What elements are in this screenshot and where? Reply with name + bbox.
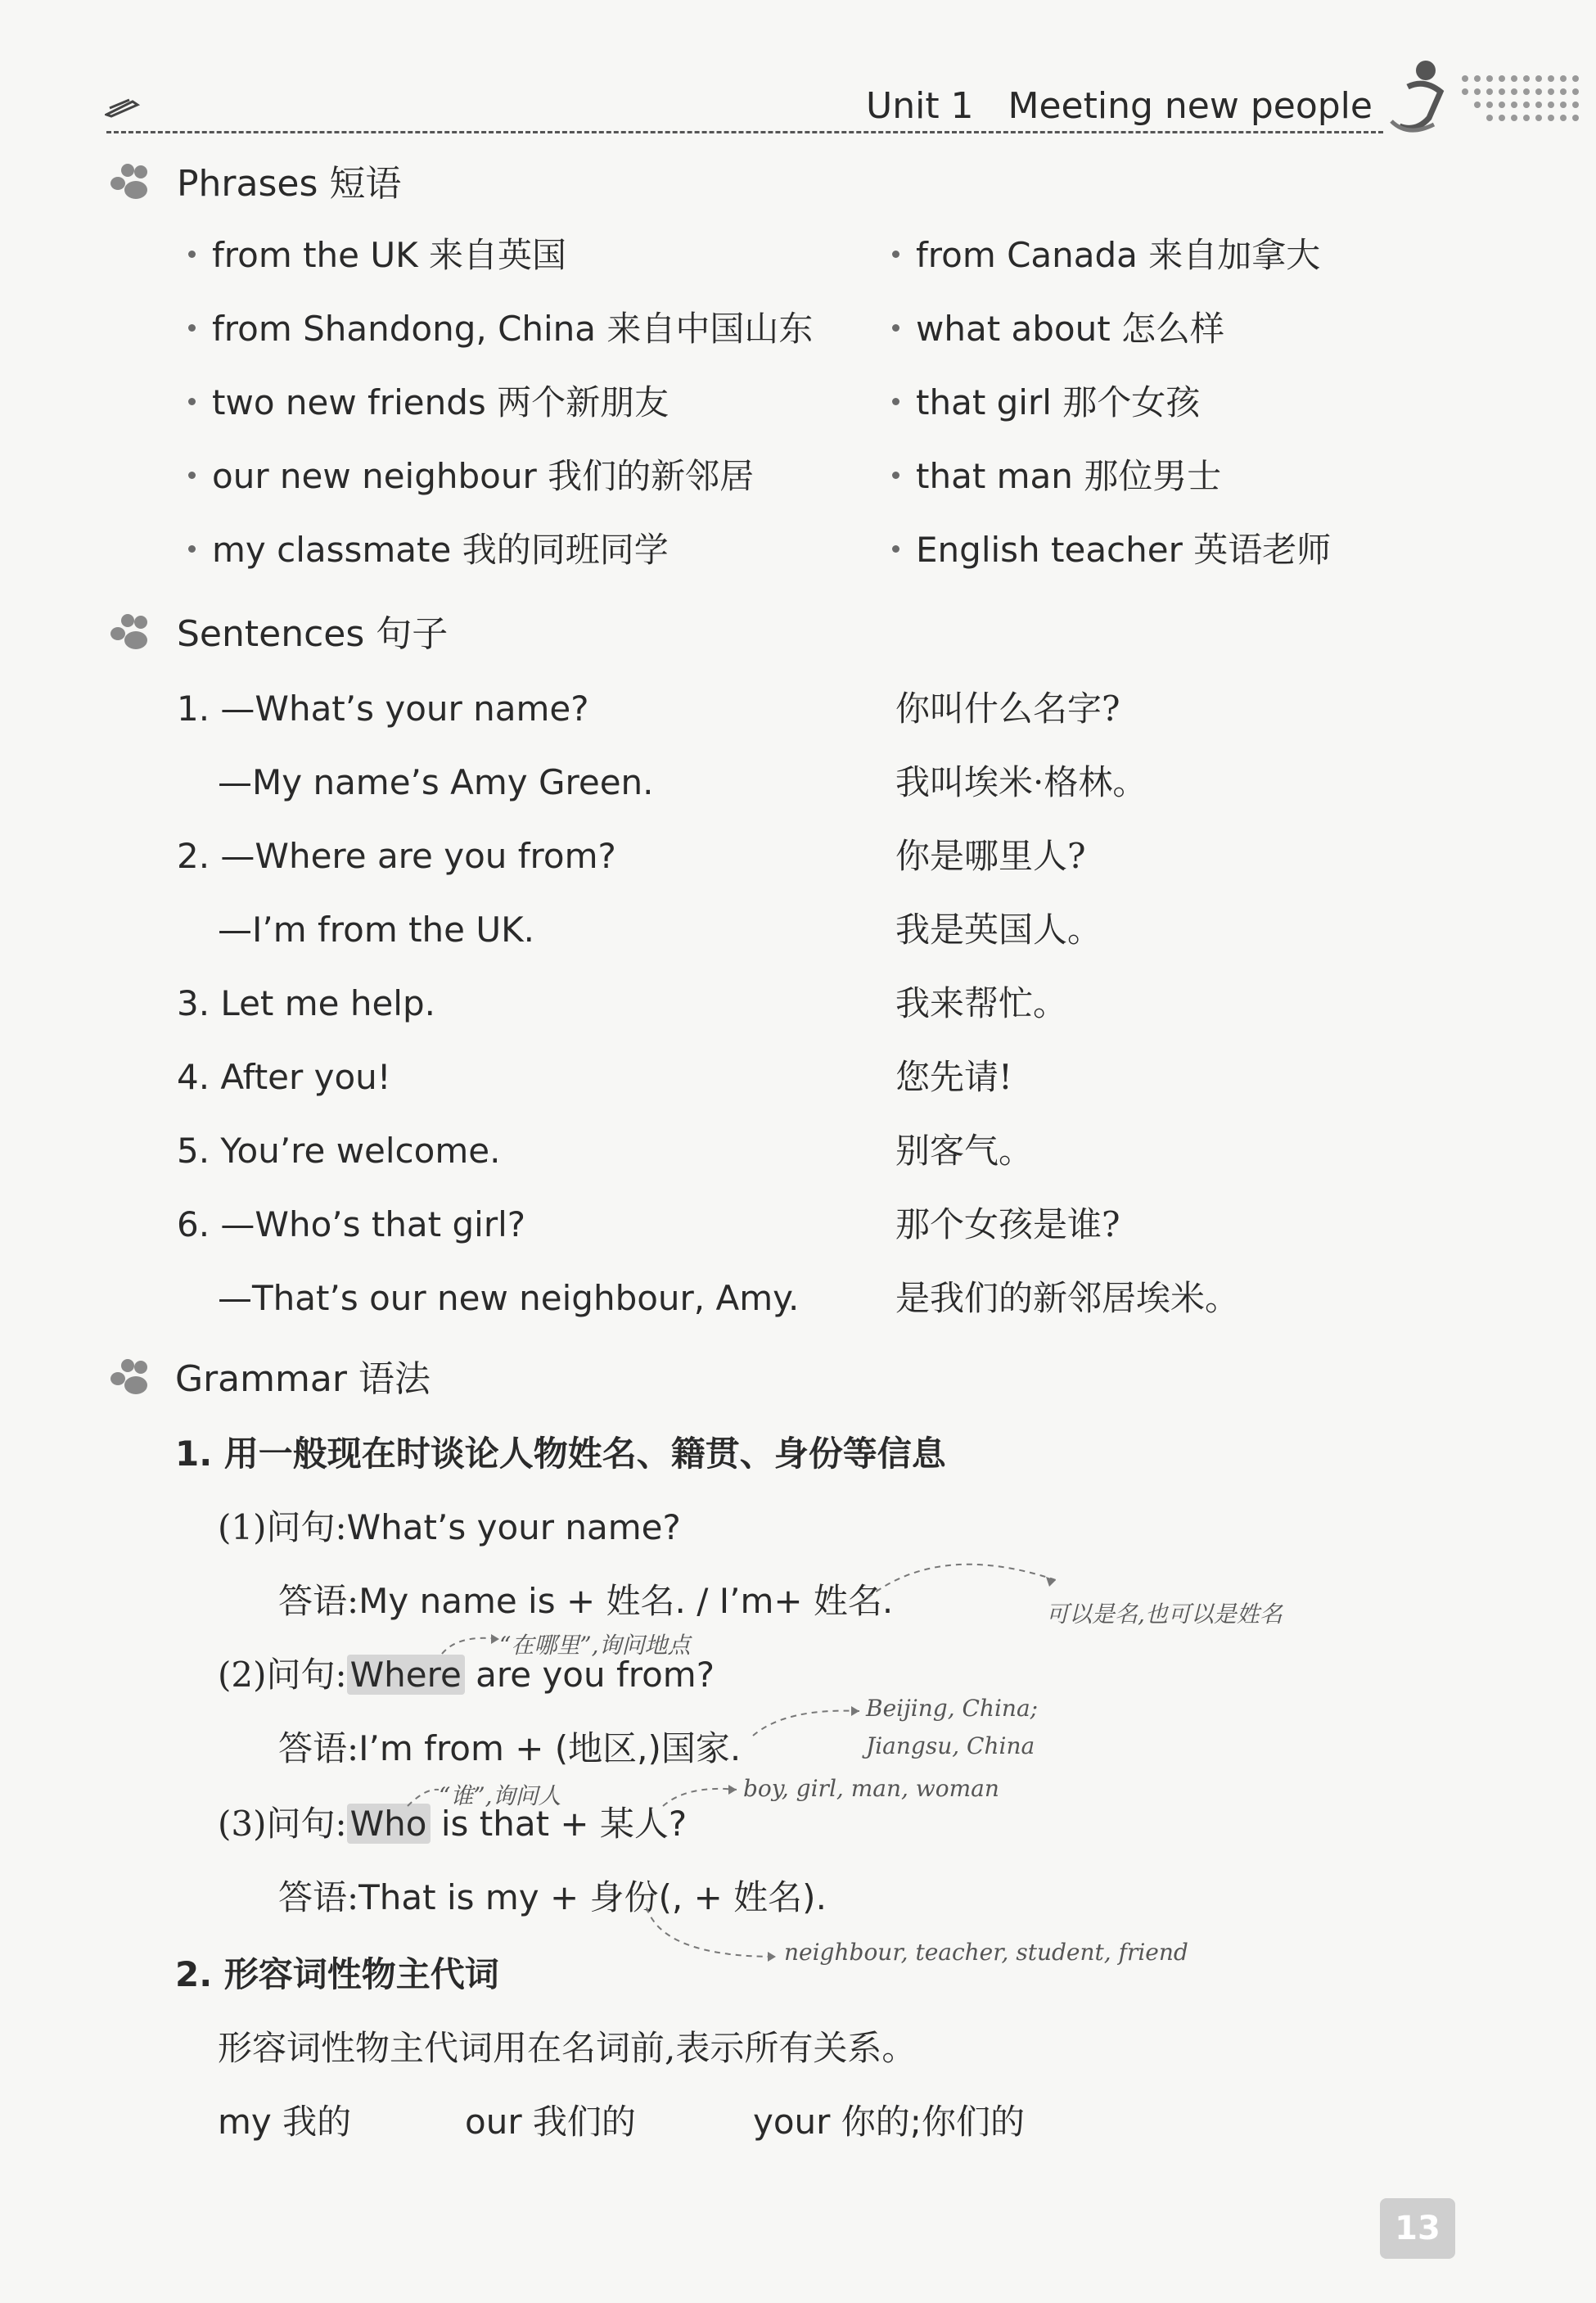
sentence-cn: 是我们的新邻居埃米。 xyxy=(895,1278,1240,1318)
phrase-item: that girl 那个女孩 xyxy=(892,382,1331,455)
phrase-item: our new neighbour 我们的新邻居 xyxy=(188,455,813,529)
phrase-item: English teacher 英语老师 xyxy=(892,529,1331,603)
answer-2: 答语:I’m from + (地区,)国家. xyxy=(278,1728,742,1768)
answer-1: 答语:My name is + 姓名. / I’m+ 姓名. xyxy=(278,1581,894,1621)
page-number: 13 xyxy=(1380,2198,1455,2259)
sentence-en: 6. —Who’s that girl? xyxy=(177,1204,526,1244)
question-1: (1)问句:What’s your name? xyxy=(218,1507,681,1547)
sentence-cn: 别客气。 xyxy=(895,1131,1034,1171)
sentence-cn: 你是哪里人? xyxy=(895,836,1086,876)
phrase-item: from Shandong, China 来自中国山东 xyxy=(188,308,813,382)
phrase-item: two new friends 两个新朋友 xyxy=(188,382,813,455)
section-title-grammar: Grammar 语法 xyxy=(175,1358,431,1400)
sentence-en: —That’s our new neighbour, Amy. xyxy=(218,1278,800,1318)
sentence-en: 3. Let me help. xyxy=(177,983,435,1023)
pronoun-my: my 我的 xyxy=(218,2102,352,2142)
sentence-en: 1. —What’s your name? xyxy=(177,689,589,729)
note-person: boy, girl, man, woman xyxy=(743,1775,999,1802)
note-place-1: Beijing, China; xyxy=(866,1695,1039,1722)
sentence-cn: 您先请! xyxy=(895,1057,1012,1097)
note-place-2: Jiangsu, China xyxy=(866,1732,1035,1759)
answer-3: 答语:That is my + 身份(, + 姓名). xyxy=(278,1877,827,1917)
question-3: (3)问句:Who is that + 某人? xyxy=(218,1804,688,1844)
sentence-cn: 我来帮忙。 xyxy=(895,983,1068,1023)
sentence-cn: 我是英国人。 xyxy=(895,910,1102,950)
highlight-who: Who xyxy=(347,1804,431,1844)
note-identity: neighbour, teacher, student, friend xyxy=(784,1939,1188,1966)
sentence-en: 2. —Where are you from? xyxy=(177,836,616,876)
note-where: “在哪里”,询问地点 xyxy=(499,1632,691,1659)
sentence-en: 4. After you! xyxy=(177,1057,391,1097)
phrase-item: that man 那位男士 xyxy=(892,455,1331,529)
note-name: 可以是名,也可以是姓名 xyxy=(1046,1601,1283,1628)
sentence-en: —My name’s Amy Green. xyxy=(218,762,654,802)
phrase-item: my classmate 我的同班同学 xyxy=(188,529,813,603)
grammar-point-2-title: 2. 形容词性物主代词 xyxy=(175,1954,499,1994)
grammar-point-1-title: 1. 用一般现在时谈论人物姓名、籍贯、身份等信息 xyxy=(175,1434,946,1474)
section-title-sentences: Sentences 句子 xyxy=(177,613,449,655)
sentence-en: —I’m from the UK. xyxy=(218,910,535,950)
sentence-cn: 你叫什么名字? xyxy=(895,689,1120,729)
grammar-point-2-description: 形容词性物主代词用在名词前,表示所有关系。 xyxy=(218,2028,917,2068)
sentence-cn: 我叫埃米·格林。 xyxy=(895,762,1147,802)
sentence-en: 5. You’re welcome. xyxy=(177,1131,501,1171)
sentence-cn: 那个女孩是谁? xyxy=(895,1204,1120,1244)
pronoun-our: our 我们的 xyxy=(465,2102,636,2142)
question-2: (2)问句:Where are you from? xyxy=(218,1655,715,1695)
phrase-item: from Canada 来自加拿大 xyxy=(892,234,1331,308)
highlight-where: Where xyxy=(347,1655,465,1695)
phrase-item: from the UK 来自英国 xyxy=(188,234,813,308)
note-who: “谁”,询问人 xyxy=(439,1782,561,1809)
pronoun-your: your 你的;你们的 xyxy=(753,2102,1025,2142)
phrase-item: what about 怎么样 xyxy=(892,308,1331,382)
section-title-phrases: Phrases 短语 xyxy=(177,163,402,205)
unit-title: Unit 1 Meeting new people xyxy=(866,85,1373,127)
